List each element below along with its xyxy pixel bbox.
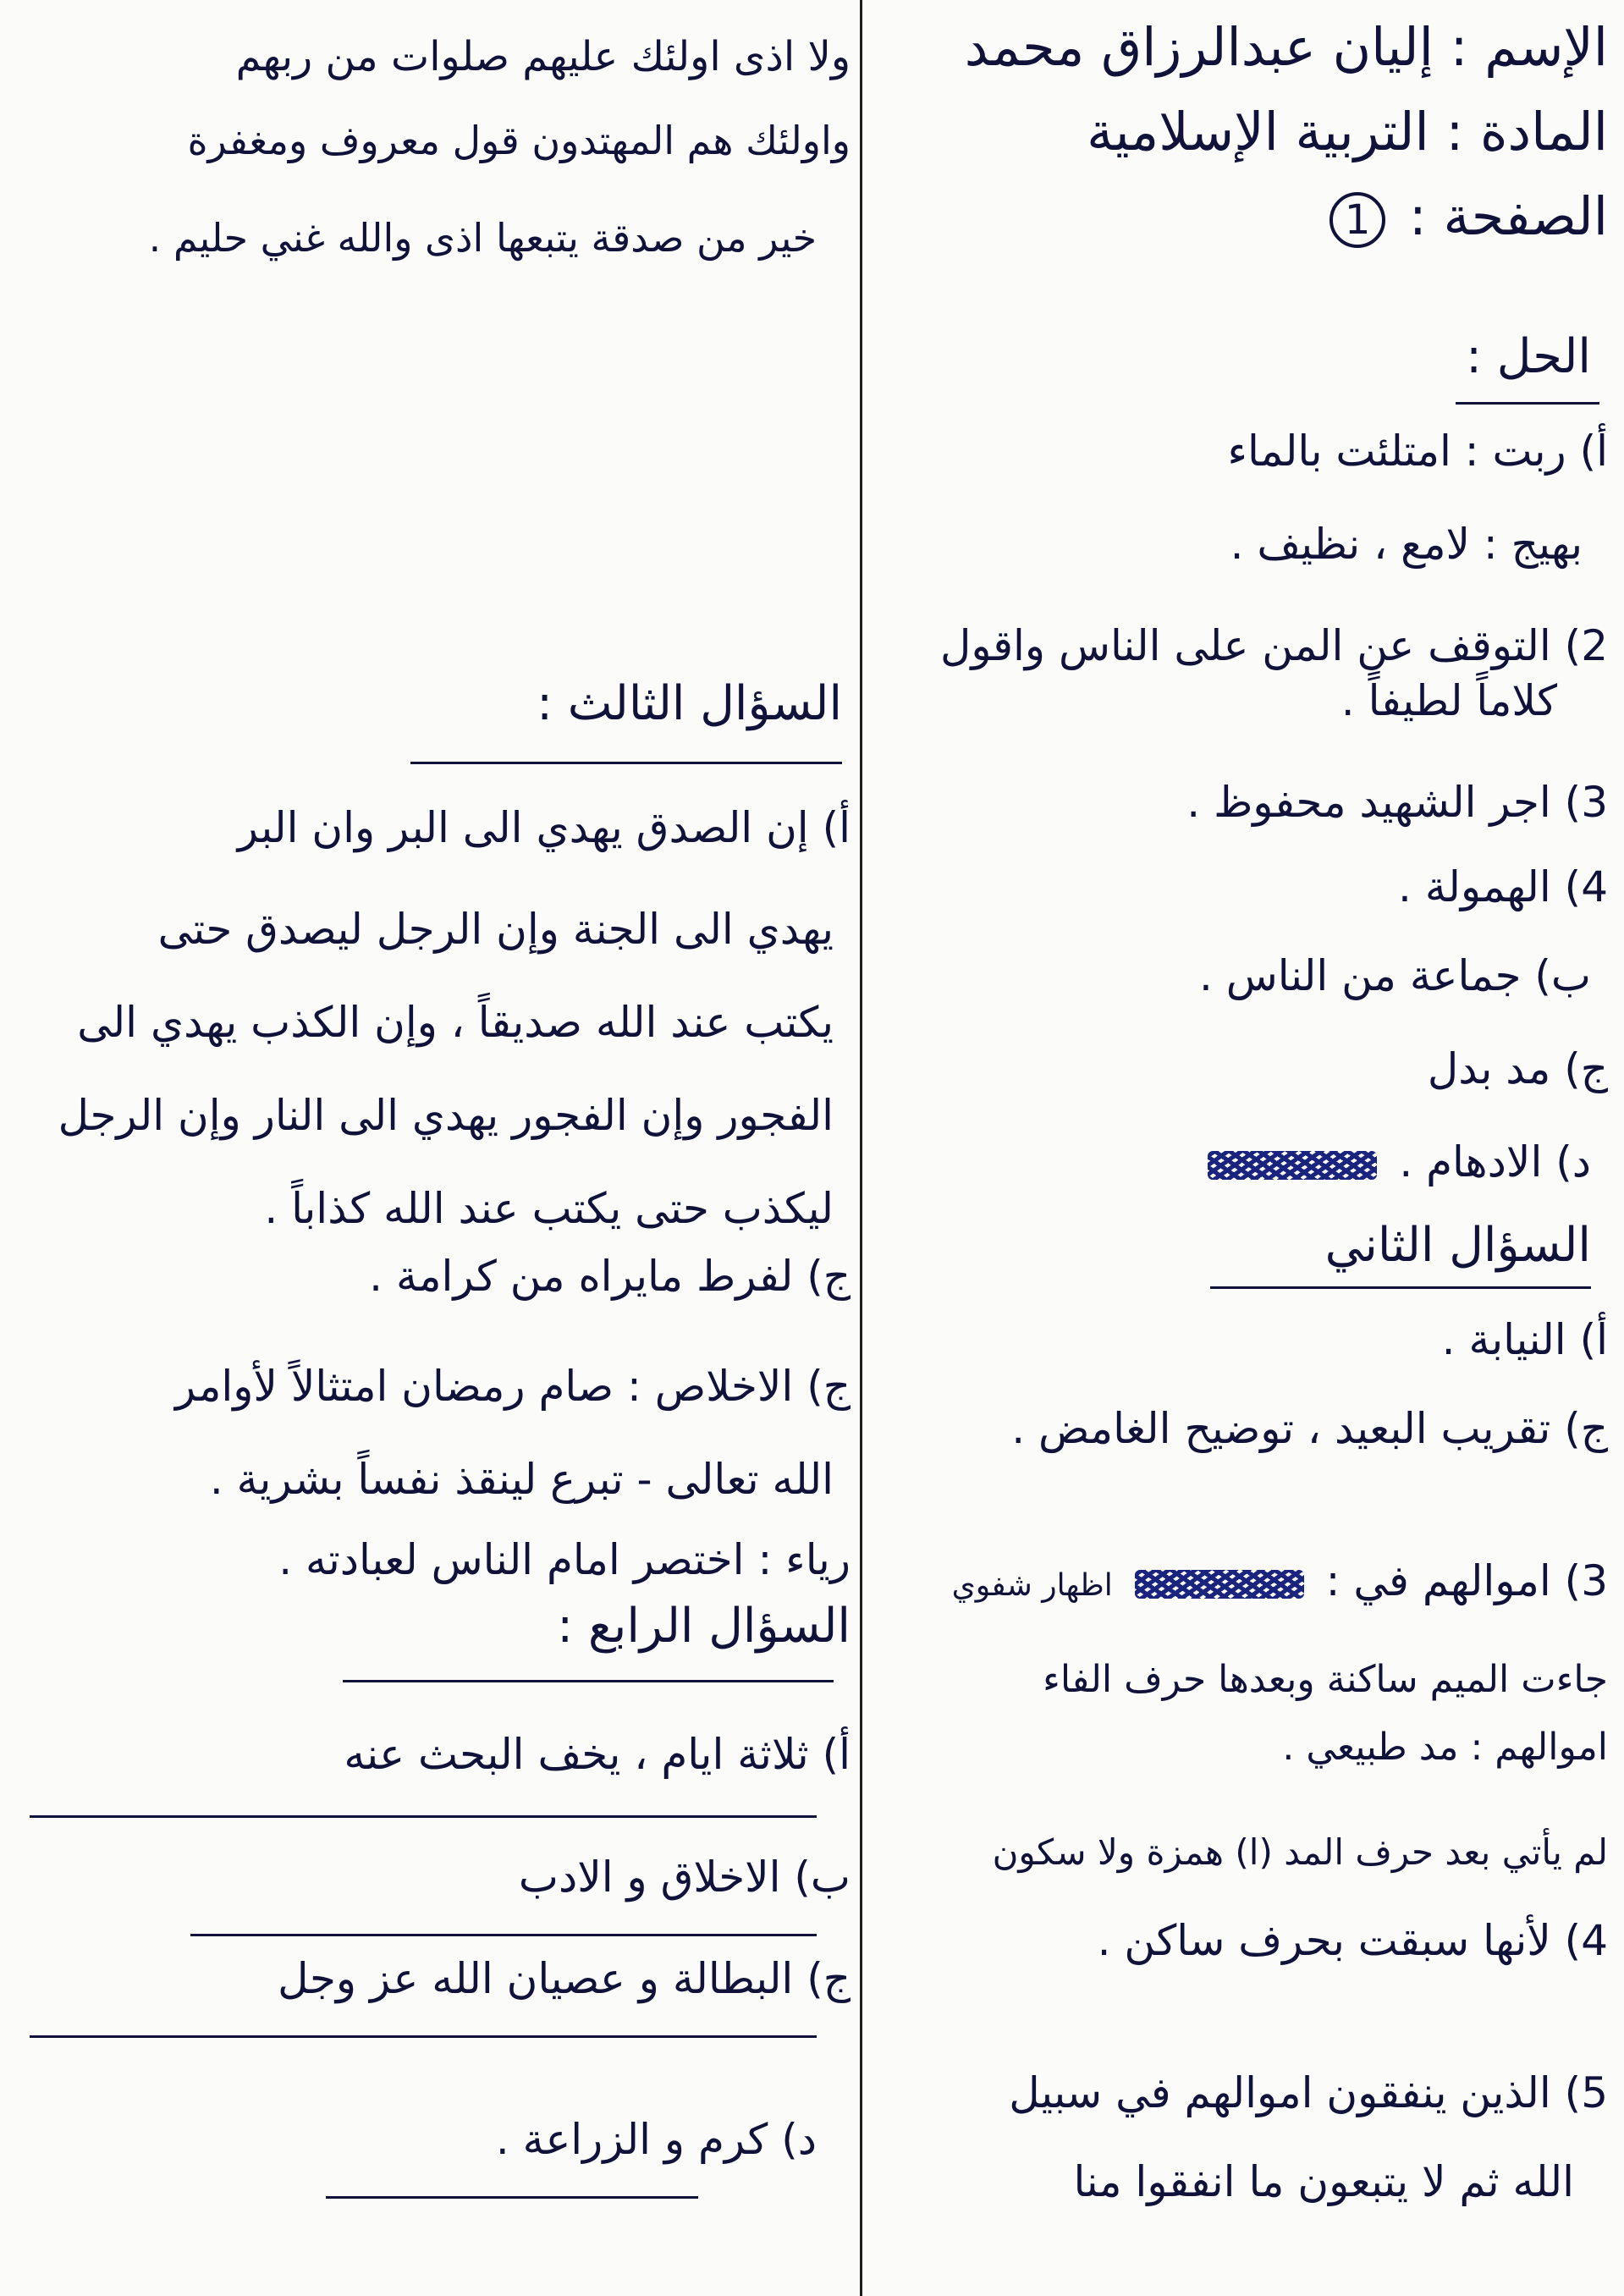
q1-2b: كلاماً لطيفاً .	[1340, 676, 1557, 725]
q1-c: ج) مد بدل	[1427, 1044, 1608, 1093]
q1-2a: 2) التوقف عن المن على الناس واقول	[939, 621, 1608, 670]
q2-title-underline	[1210, 1286, 1591, 1289]
subject-name: المادة : التربية الإسلامية	[1087, 101, 1608, 162]
q3-a5: ليكذب حتى يكتب عند الله كذاباً .	[264, 1184, 834, 1233]
q4-1: أ) ثلاثة ايام ، يخف البحث عنه	[344, 1730, 851, 1779]
q3-a2: يهدي الى الجنة وإن الرجل ليصدق حتى	[157, 905, 834, 954]
left-line-3: خير من صدقة يتبعها اذى والله غني حليم .	[148, 215, 817, 261]
page-line	[1329, 186, 1608, 248]
q1-a: أ) ربت : امتلئت بالماء	[1227, 427, 1608, 476]
crossed-out-text	[1135, 1570, 1304, 1599]
solution-underline	[1456, 402, 1599, 405]
left-line-1: ولا اذى اولئك عليهم صلوات من ربهم	[235, 33, 851, 80]
page-label: الصفحة :	[1408, 185, 1608, 247]
q2-4: 4) لأنها سبقت بحرف ساكن .	[1097, 1916, 1608, 1965]
q3-title: السؤال الثالث :	[537, 676, 842, 731]
q1-3: 3) اجر الشهيد محفوظ .	[1186, 778, 1608, 827]
q2-3b: جاءت الميم ساكنة وبعدها حرف الفاء	[1043, 1658, 1608, 1701]
q3-c2: الله تعالى - تبرع لينقذ نفساً بشرية .	[209, 1455, 834, 1504]
q4-3: ج) البطالة و عصيان الله عز وجل	[278, 1954, 851, 2003]
q1-a2: بهيج : لامع ، نظيف .	[1230, 520, 1583, 569]
student-name: الإسم : إليان عبدالرزاق محمد	[964, 16, 1608, 78]
q3-a4: الفجور وإن الفجور يهدي الى النار وإن الرجل	[58, 1091, 834, 1140]
q2-1: أ) النيابة .	[1441, 1315, 1608, 1364]
q2-title: السؤال الثاني	[1324, 1218, 1591, 1273]
q2-5a: 5) الذين ينفقون اموالهم في سبيل	[1009, 2068, 1608, 2117]
q2-3-note: اظهار شفوي	[951, 1568, 1113, 1603]
q1-4: 4) الهمولة .	[1398, 862, 1608, 911]
q3-title-underline	[410, 762, 842, 764]
q1-d: د) الادهام .	[1208, 1138, 1591, 1187]
q4-4-underline	[326, 2196, 698, 2199]
q1-b: ب) جماعة من الناس .	[1198, 951, 1591, 1000]
crossed-out-text	[1208, 1151, 1377, 1180]
page-number: 1	[1329, 192, 1385, 248]
q4-4: د) كرم و الزراعة .	[495, 2115, 817, 2164]
left-line-2: واولئك هم المهتدون قول معروف ومغفرة	[187, 118, 851, 163]
solution-label: الحل :	[1466, 329, 1591, 384]
q3-b: ج) لفرط مايراه من كرامة .	[369, 1252, 851, 1301]
q4-2: ب) الاخلاق و الادب	[518, 1853, 851, 1902]
q2-2: ج) تقريب البعيد ، توضيح الغامض .	[1011, 1404, 1608, 1453]
q4-1-underline	[30, 1815, 817, 1818]
q4-2-underline	[190, 1934, 817, 1936]
q2-3d: لم يأتي بعد حرف المد (ا) همزة ولا سكون	[992, 1831, 1608, 1873]
right-column	[872, 0, 1608, 2296]
q3-c3: رياء : اختصر امام الناس لعبادته .	[278, 1535, 851, 1584]
q2-5b: الله ثم لا يتبعون ما انفقوا منا	[1073, 2157, 1574, 2206]
q2-3c: اموالهم : مد طبيعي .	[1282, 1726, 1608, 1769]
q4-3-underline	[30, 2035, 817, 2038]
q3-a1: أ) إن الصدق يهدي الى البر وان البر	[237, 803, 851, 852]
q2-3: 3) اموالهم في : اظهار شفوي	[951, 1556, 1608, 1605]
q4-title: السؤال الرابع :	[557, 1599, 851, 1654]
q3-a3: يكتب عند الله صديقاً ، وإن الكذب يهدي الى	[77, 998, 834, 1047]
left-column	[17, 0, 851, 2296]
q4-title-underline	[343, 1680, 834, 1682]
q3-c1: ج) الاخلاص : صام رمضان امتثالاً لأوامر	[175, 1362, 851, 1411]
column-divider	[860, 0, 862, 2296]
